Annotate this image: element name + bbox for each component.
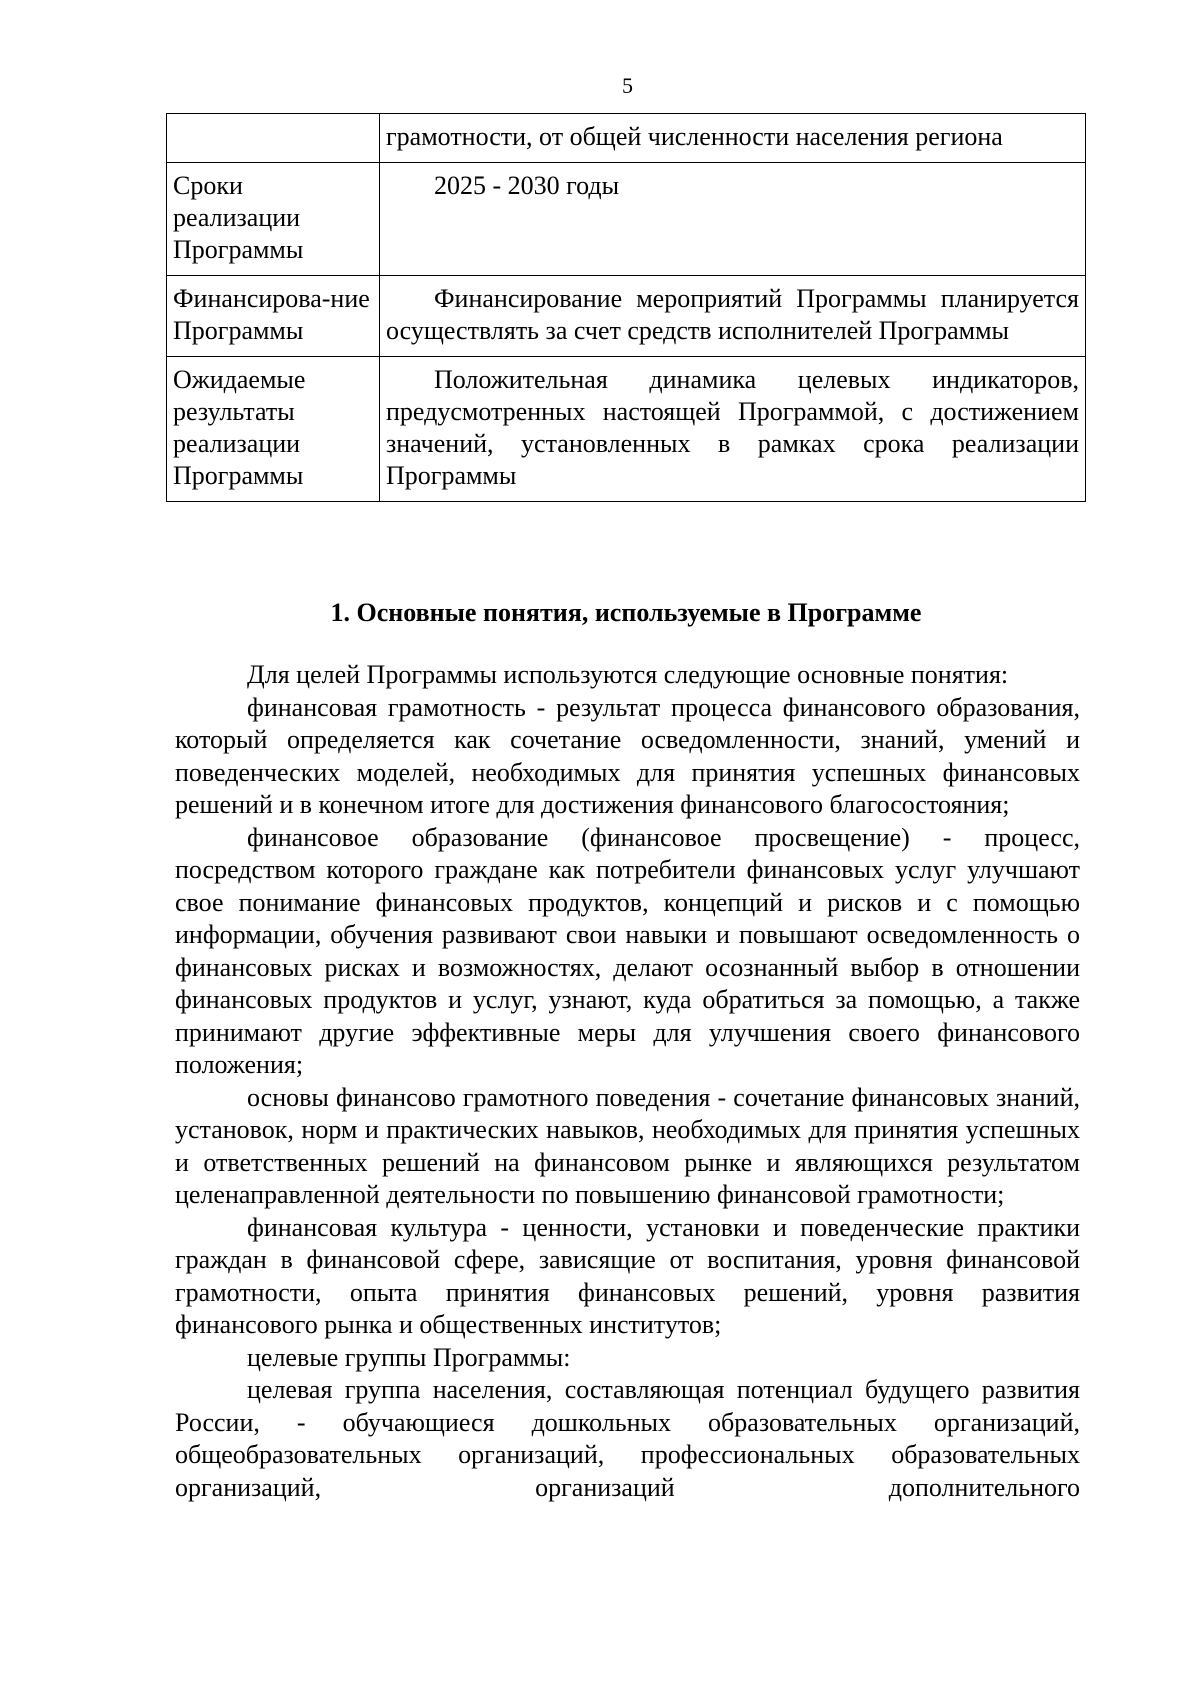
table-row [167, 276, 1086, 357]
row-label: Ожидаемые результаты реализации Программы [167, 357, 380, 502]
table-row [167, 163, 1086, 276]
row-value: Положительная динамика целевых индикаторов, предусмотренных настоящей Программой, с достижением значений, установленных в рамках срока реализации Программы [380, 357, 1086, 502]
row-label-text: Сроки реализации Программы [173, 171, 304, 264]
row-value: 2025 - 2030 годы [380, 163, 1086, 276]
paragraph: финансовое образование (финансовое просвещение) - процесс, посредством которого граждане как потребители финансовых услуг улучшают свое понимание финансовых продуктов, концепций и рисков и с помощью информации, обучения развивают свои навыки и повышают осведомленность о финансовых рисках и возможностях, делают осознанный выбор в отношении финансовых продуктов и услуг, узнают, куда обратиться за помощью, а также принимают другие эффективные меры для улучшения своего финансового положения; [175, 822, 1080, 1079]
page-number: 5 [622, 73, 633, 98]
row-value: Финансирование мероприятий Программы планируется осуществлять за счет средств исполнителей Программы [380, 276, 1086, 357]
row-label [167, 114, 380, 163]
paragraph: финансовая грамотность - результат процесса финансового образования, который определяется как сочетание осведомленности, знаний, умений и поведенческих моделей, необходимых для принятия успешных финансовых решений и в конечном итоге для достижения финансового благосостояния; [175, 692, 1080, 819]
paragraph: целевая группа населения, составляющая потенциал будущего развития России, - обучающиеся дошкольных образовательных организаций, общеобразовательных организаций, профессиональных образовательных организаций, организаций дополнительного [175, 1375, 1080, 1502]
paragraph: целевые группы Программы: [247, 1342, 571, 1372]
row-label [167, 163, 380, 276]
table-row [167, 357, 1086, 502]
paragraph: Для целей Программы используются следующие основные понятия: [247, 660, 1009, 689]
paragraph: финансовая культура - ценности, установки и поведенческие практики граждан в финансовой сфере, зависящие от воспитания, уровня финансовой грамотности, опыта принятия финансовых решений, уровня развития финансового рынка и общественных институтов; [175, 1212, 1080, 1339]
section-heading: 1. Основные понятия, используемые в Программе [330, 598, 922, 627]
table-row [167, 114, 1086, 163]
paragraph: основы финансово грамотного поведения - сочетание финансовых знаний, установок, норм и практических навыков, необходимых для принятия успешных и ответственных решений на финансовом рынке и являющихся результатом целенаправленной деятельности по повышению финансовой грамотности; [175, 1082, 1080, 1209]
row-value: грамотности, от общей численности населения региона [380, 114, 1086, 163]
row-label: Финансирова-ние Программы [167, 276, 380, 357]
section-body [175, 659, 1080, 1504]
program-passport-table [166, 113, 1086, 502]
